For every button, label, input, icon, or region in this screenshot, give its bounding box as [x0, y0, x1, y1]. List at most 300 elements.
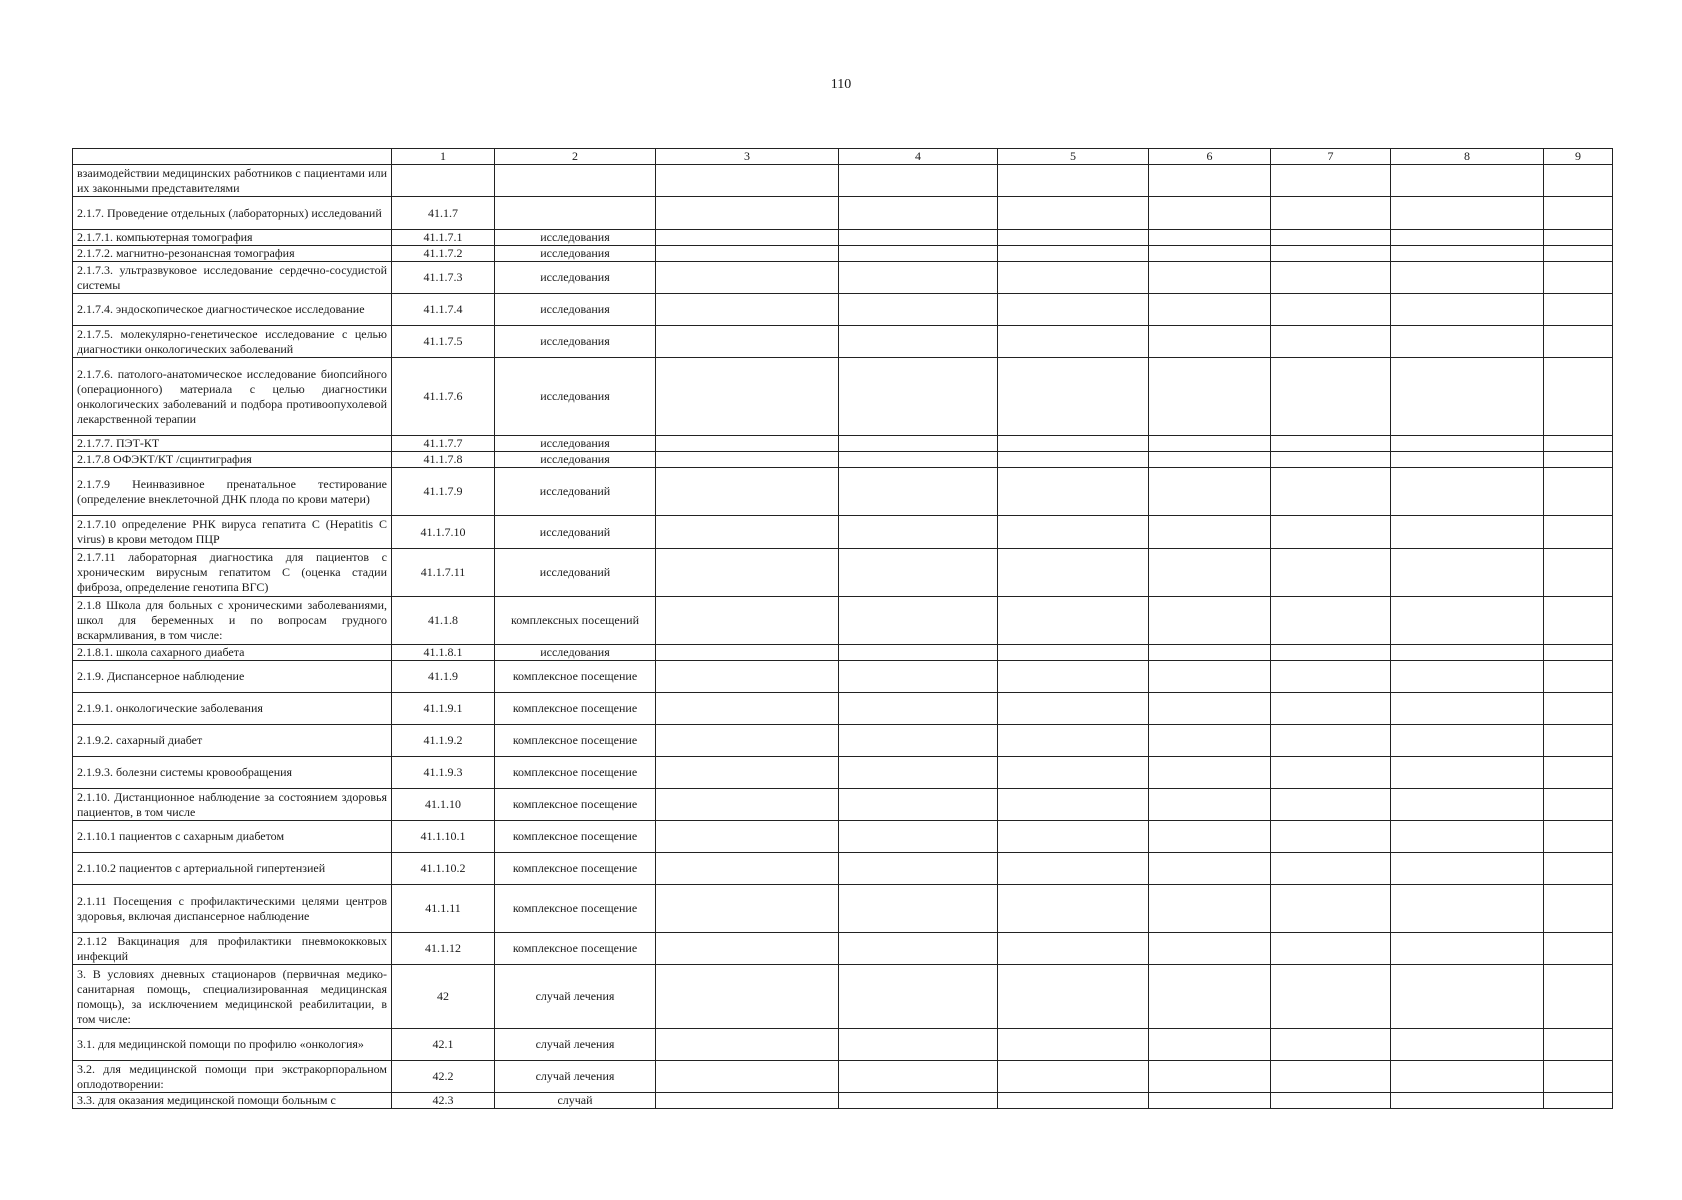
row-value-cell: [1271, 326, 1391, 358]
row-value-cell: [656, 262, 839, 294]
row-value-cell: [1544, 885, 1613, 933]
row-value-cell: [998, 326, 1149, 358]
row-unit-cell: исследований: [495, 549, 656, 597]
row-name-cell: 2.1.7.10 определение РНК вируса гепатита С (Hepatitis С virus) в крови методом ПЦР: [73, 516, 392, 549]
row-name-cell: 2.1.7. Проведение отдельных (лабораторных) исследований: [73, 197, 392, 230]
row-value-cell: [1271, 661, 1391, 693]
row-value-cell: [656, 246, 839, 262]
row-value-cell: [839, 821, 998, 853]
row-code-cell: 41.1.7.6: [392, 358, 495, 436]
header-cell: [73, 149, 392, 165]
row-value-cell: [1149, 933, 1271, 965]
row-code-cell: 42.2: [392, 1061, 495, 1093]
row-value-cell: [1149, 1061, 1271, 1093]
row-code-cell: 41.1.7.7: [392, 436, 495, 452]
row-value-cell: [1391, 597, 1544, 645]
row-value-cell: [1271, 965, 1391, 1029]
row-unit-cell: исследования: [495, 436, 656, 452]
header-cell: 8: [1391, 149, 1544, 165]
row-value-cell: [656, 549, 839, 597]
row-value-cell: [1149, 645, 1271, 661]
row-value-cell: [1271, 246, 1391, 262]
row-name-cell: 3.2. для медицинской помощи при экстракорпоральном оплодотворении:: [73, 1061, 392, 1093]
row-value-cell: [1391, 933, 1544, 965]
row-unit-cell: комплексное посещение: [495, 693, 656, 725]
row-value-cell: [1149, 965, 1271, 1029]
row-value-cell: [1271, 452, 1391, 468]
table-row: [73, 661, 1613, 693]
row-value-cell: [998, 693, 1149, 725]
row-value-cell: [1391, 885, 1544, 933]
row-value-cell: [656, 1029, 839, 1061]
row-value-cell: [1391, 1061, 1544, 1093]
row-value-cell: [1391, 452, 1544, 468]
row-value-cell: [1544, 757, 1613, 789]
row-name-cell: 2.1.9.2. сахарный диабет: [73, 725, 392, 757]
row-value-cell: [1149, 294, 1271, 326]
row-value-cell: [1544, 1061, 1613, 1093]
row-unit-cell: [495, 197, 656, 230]
row-value-cell: [656, 294, 839, 326]
table-header-row: [73, 149, 1613, 165]
row-value-cell: [839, 1061, 998, 1093]
row-value-cell: [1544, 853, 1613, 885]
row-value-cell: [839, 246, 998, 262]
row-value-cell: [1271, 693, 1391, 725]
row-value-cell: [839, 645, 998, 661]
row-value-cell: [1391, 661, 1544, 693]
row-value-cell: [1544, 197, 1613, 230]
row-name-cell: 2.1.10. Дистанционное наблюдение за состоянием здоровья пациентов, в том числе: [73, 789, 392, 821]
data-table: [72, 148, 1613, 1109]
row-value-cell: [656, 965, 839, 1029]
table-row: [73, 326, 1613, 358]
row-value-cell: [656, 1093, 839, 1109]
table-row: [73, 1093, 1613, 1109]
row-value-cell: [1149, 165, 1271, 197]
row-value-cell: [839, 853, 998, 885]
row-value-cell: [1149, 262, 1271, 294]
row-value-cell: [1544, 693, 1613, 725]
row-code-cell: 41.1.9.1: [392, 693, 495, 725]
row-code-cell: 41.1.10.1: [392, 821, 495, 853]
row-value-cell: [1271, 294, 1391, 326]
table-row: [73, 468, 1613, 516]
row-code-cell: 41.1.10: [392, 789, 495, 821]
header-cell: 3: [656, 149, 839, 165]
row-code-cell: 41.1.9.2: [392, 725, 495, 757]
row-code-cell: 41.1.7.1: [392, 230, 495, 246]
row-value-cell: [656, 661, 839, 693]
row-code-cell: 41.1.7.8: [392, 452, 495, 468]
row-value-cell: [656, 468, 839, 516]
row-value-cell: [1391, 693, 1544, 725]
row-code-cell: 41.1.7.10: [392, 516, 495, 549]
table-row: [73, 645, 1613, 661]
table-row: [73, 757, 1613, 789]
row-value-cell: [1271, 516, 1391, 549]
row-code-cell: 41.1.7: [392, 197, 495, 230]
table-row: [73, 1029, 1613, 1061]
row-value-cell: [1271, 885, 1391, 933]
row-unit-cell: исследования: [495, 262, 656, 294]
row-value-cell: [656, 885, 839, 933]
row-value-cell: [1544, 645, 1613, 661]
row-value-cell: [839, 1093, 998, 1109]
row-value-cell: [1271, 645, 1391, 661]
row-value-cell: [1391, 197, 1544, 230]
table-row: [73, 789, 1613, 821]
row-value-cell: [1544, 326, 1613, 358]
row-value-cell: [839, 294, 998, 326]
row-unit-cell: комплексное посещение: [495, 725, 656, 757]
row-value-cell: [1149, 661, 1271, 693]
header-cell: 6: [1149, 149, 1271, 165]
row-value-cell: [1544, 933, 1613, 965]
row-value-cell: [1391, 436, 1544, 452]
row-value-cell: [839, 197, 998, 230]
row-code-cell: 41.1.7.11: [392, 549, 495, 597]
row-name-cell: 2.1.8 Школа для больных с хроническими заболеваниями, школ для беременных и по вопросам грудного вскармливания, в том числе:: [73, 597, 392, 645]
row-value-cell: [839, 597, 998, 645]
row-value-cell: [1544, 1093, 1613, 1109]
row-unit-cell: исследования: [495, 326, 656, 358]
row-value-cell: [1544, 165, 1613, 197]
row-value-cell: [1271, 262, 1391, 294]
row-value-cell: [998, 965, 1149, 1029]
row-value-cell: [1391, 358, 1544, 436]
row-name-cell: 2.1.9. Диспансерное наблюдение: [73, 661, 392, 693]
row-value-cell: [839, 933, 998, 965]
row-value-cell: [1149, 452, 1271, 468]
row-value-cell: [1149, 516, 1271, 549]
row-value-cell: [998, 294, 1149, 326]
row-value-cell: [1149, 358, 1271, 436]
row-value-cell: [1271, 789, 1391, 821]
row-value-cell: [656, 789, 839, 821]
row-code-cell: 41.1.10.2: [392, 853, 495, 885]
row-value-cell: [656, 693, 839, 725]
header-cell: 5: [998, 149, 1149, 165]
row-value-cell: [839, 885, 998, 933]
row-value-cell: [839, 468, 998, 516]
table-row: [73, 597, 1613, 645]
row-value-cell: [998, 549, 1149, 597]
row-value-cell: [839, 516, 998, 549]
row-value-cell: [1149, 853, 1271, 885]
row-value-cell: [1391, 1093, 1544, 1109]
row-value-cell: [1149, 1029, 1271, 1061]
row-unit-cell: комплексное посещение: [495, 661, 656, 693]
row-value-cell: [656, 516, 839, 549]
row-value-cell: [1271, 230, 1391, 246]
row-value-cell: [998, 358, 1149, 436]
row-value-cell: [1271, 197, 1391, 230]
row-value-cell: [839, 230, 998, 246]
row-unit-cell: случай лечения: [495, 965, 656, 1029]
row-value-cell: [1149, 789, 1271, 821]
row-value-cell: [1544, 549, 1613, 597]
row-value-cell: [998, 197, 1149, 230]
row-code-cell: [392, 165, 495, 197]
row-value-cell: [1149, 197, 1271, 230]
row-value-cell: [998, 885, 1149, 933]
row-value-cell: [839, 452, 998, 468]
row-code-cell: 41.1.7.9: [392, 468, 495, 516]
row-value-cell: [656, 358, 839, 436]
row-value-cell: [998, 645, 1149, 661]
row-value-cell: [1391, 757, 1544, 789]
row-unit-cell: исследования: [495, 645, 656, 661]
row-value-cell: [839, 326, 998, 358]
row-value-cell: [1271, 597, 1391, 645]
row-value-cell: [656, 452, 839, 468]
row-unit-cell: комплексное посещение: [495, 853, 656, 885]
table-row: [73, 262, 1613, 294]
header-cell: 7: [1271, 149, 1391, 165]
row-value-cell: [998, 821, 1149, 853]
row-code-cell: 41.1.8.1: [392, 645, 495, 661]
row-name-cell: 2.1.7.9 Неинвазивное пренатальное тестирование (определение внеклеточной ДНК плода по крови матери): [73, 468, 392, 516]
row-value-cell: [1149, 821, 1271, 853]
row-unit-cell: исследований: [495, 516, 656, 549]
row-value-cell: [1391, 230, 1544, 246]
row-value-cell: [1544, 262, 1613, 294]
header-cell: 1: [392, 149, 495, 165]
row-unit-cell: комплексное посещение: [495, 789, 656, 821]
row-value-cell: [1391, 645, 1544, 661]
row-unit-cell: [495, 165, 656, 197]
row-value-cell: [1149, 230, 1271, 246]
row-value-cell: [998, 262, 1149, 294]
row-unit-cell: случай лечения: [495, 1029, 656, 1061]
row-value-cell: [1544, 789, 1613, 821]
row-value-cell: [1271, 165, 1391, 197]
row-value-cell: [656, 821, 839, 853]
row-code-cell: 42.3: [392, 1093, 495, 1109]
row-unit-cell: комплексное посещение: [495, 757, 656, 789]
row-unit-cell: комплексное посещение: [495, 821, 656, 853]
row-name-cell: 2.1.10.2 пациентов с артериальной гипертензией: [73, 853, 392, 885]
row-unit-cell: случай лечения: [495, 1061, 656, 1093]
row-value-cell: [998, 1061, 1149, 1093]
row-value-cell: [839, 549, 998, 597]
row-value-cell: [1544, 230, 1613, 246]
row-value-cell: [998, 165, 1149, 197]
row-value-cell: [1149, 885, 1271, 933]
table-row: [73, 821, 1613, 853]
row-unit-cell: исследования: [495, 358, 656, 436]
row-value-cell: [1149, 326, 1271, 358]
row-name-cell: 2.1.12 Вакцинация для профилактики пневмококковых инфекций: [73, 933, 392, 965]
row-value-cell: [998, 1093, 1149, 1109]
row-value-cell: [1149, 597, 1271, 645]
row-value-cell: [1391, 821, 1544, 853]
row-value-cell: [1391, 853, 1544, 885]
row-value-cell: [998, 757, 1149, 789]
row-value-cell: [998, 789, 1149, 821]
row-unit-cell: комплексных посещений: [495, 597, 656, 645]
row-value-cell: [656, 645, 839, 661]
table-row: [73, 965, 1613, 1029]
row-value-cell: [839, 693, 998, 725]
row-code-cell: 41.1.7.4: [392, 294, 495, 326]
row-value-cell: [1149, 436, 1271, 452]
row-code-cell: 41.1.8: [392, 597, 495, 645]
row-value-cell: [1391, 789, 1544, 821]
table-row: [73, 549, 1613, 597]
row-code-cell: 42.1: [392, 1029, 495, 1061]
data-table-container: [72, 148, 1612, 1109]
row-value-cell: [1391, 262, 1544, 294]
row-value-cell: [1391, 294, 1544, 326]
row-value-cell: [1149, 1093, 1271, 1109]
table-row: [73, 516, 1613, 549]
row-name-cell: 2.1.9.1. онкологические заболевания: [73, 693, 392, 725]
row-value-cell: [1149, 757, 1271, 789]
row-value-cell: [998, 436, 1149, 452]
row-value-cell: [1544, 516, 1613, 549]
row-value-cell: [998, 246, 1149, 262]
row-value-cell: [1149, 549, 1271, 597]
row-value-cell: [656, 853, 839, 885]
row-unit-cell: исследования: [495, 294, 656, 326]
row-value-cell: [656, 165, 839, 197]
row-code-cell: 42: [392, 965, 495, 1029]
page-number: 110: [830, 77, 852, 92]
table-row: [73, 197, 1613, 230]
table-row: [73, 933, 1613, 965]
row-value-cell: [656, 597, 839, 645]
row-name-cell: 2.1.7.6. патолого-анатомическое исследование биопсийного (операционного) материала с целью диагностики онкологических заболеваний и подбора противоопухолевой лекарственной терапии: [73, 358, 392, 436]
table-row: [73, 885, 1613, 933]
row-value-cell: [656, 326, 839, 358]
row-value-cell: [1149, 725, 1271, 757]
row-value-cell: [1391, 246, 1544, 262]
header-cell: 4: [839, 149, 998, 165]
row-value-cell: [1544, 246, 1613, 262]
table-row: [73, 436, 1613, 452]
row-value-cell: [1271, 1061, 1391, 1093]
row-value-cell: [656, 1061, 839, 1093]
row-value-cell: [998, 661, 1149, 693]
row-unit-cell: исследования: [495, 230, 656, 246]
row-name-cell: взаимодействии медицинских работников с пациентами или их законными представителями: [73, 165, 392, 197]
table-row: [73, 725, 1613, 757]
table-row: [73, 294, 1613, 326]
row-value-cell: [1544, 468, 1613, 516]
row-value-cell: [998, 933, 1149, 965]
row-unit-cell: исследования: [495, 246, 656, 262]
row-value-cell: [1544, 725, 1613, 757]
row-value-cell: [656, 197, 839, 230]
row-value-cell: [1271, 1029, 1391, 1061]
row-name-cell: 3.3. для оказания медицинской помощи больным с: [73, 1093, 392, 1109]
row-code-cell: 41.1.11: [392, 885, 495, 933]
row-value-cell: [656, 757, 839, 789]
row-value-cell: [1544, 965, 1613, 1029]
row-name-cell: 2.1.8.1. школа сахарного диабета: [73, 645, 392, 661]
row-value-cell: [1271, 358, 1391, 436]
row-code-cell: 41.1.12: [392, 933, 495, 965]
row-code-cell: 41.1.9.3: [392, 757, 495, 789]
header-cell: 2: [495, 149, 656, 165]
row-value-cell: [1271, 853, 1391, 885]
row-value-cell: [1149, 246, 1271, 262]
row-unit-cell: исследований: [495, 468, 656, 516]
row-value-cell: [656, 933, 839, 965]
table-row: [73, 165, 1613, 197]
row-value-cell: [839, 436, 998, 452]
row-name-cell: 3. В условиях дневных стационаров (первичная медико-санитарная помощь, специализированная медицинская помощь), за исключением медицинской реабилитации, в том числе:: [73, 965, 392, 1029]
row-value-cell: [1391, 326, 1544, 358]
row-code-cell: 41.1.9: [392, 661, 495, 693]
row-value-cell: [1271, 549, 1391, 597]
row-value-cell: [839, 789, 998, 821]
row-value-cell: [656, 230, 839, 246]
row-name-cell: 2.1.7.7. ПЭТ-КТ: [73, 436, 392, 452]
table-row: [73, 246, 1613, 262]
row-value-cell: [1391, 725, 1544, 757]
row-value-cell: [839, 757, 998, 789]
row-code-cell: 41.1.7.5: [392, 326, 495, 358]
row-value-cell: [1271, 821, 1391, 853]
row-name-cell: 2.1.9.3. болезни системы кровообращения: [73, 757, 392, 789]
header-cell: 9: [1544, 149, 1613, 165]
row-value-cell: [1149, 468, 1271, 516]
row-value-cell: [1544, 821, 1613, 853]
row-value-cell: [1271, 933, 1391, 965]
row-value-cell: [998, 725, 1149, 757]
table-row: [73, 230, 1613, 246]
row-value-cell: [1544, 358, 1613, 436]
row-value-cell: [998, 597, 1149, 645]
table-row: [73, 358, 1613, 436]
row-name-cell: 2.1.10.1 пациентов с сахарным диабетом: [73, 821, 392, 853]
table-row: [73, 853, 1613, 885]
row-name-cell: 2.1.7.5. молекулярно-генетическое исследование с целью диагностики онкологических заболеваний: [73, 326, 392, 358]
row-unit-cell: случай: [495, 1093, 656, 1109]
row-value-cell: [839, 358, 998, 436]
row-name-cell: 2.1.7.1. компьютерная томография: [73, 230, 392, 246]
table-row: [73, 1061, 1613, 1093]
row-value-cell: [839, 965, 998, 1029]
row-value-cell: [998, 853, 1149, 885]
row-value-cell: [998, 452, 1149, 468]
row-value-cell: [1544, 452, 1613, 468]
row-name-cell: 2.1.7.3. ультразвуковое исследование сердечно-сосудистой системы: [73, 262, 392, 294]
row-value-cell: [1544, 661, 1613, 693]
row-unit-cell: комплексное посещение: [495, 933, 656, 965]
row-value-cell: [998, 230, 1149, 246]
row-value-cell: [1391, 549, 1544, 597]
row-value-cell: [1271, 468, 1391, 516]
row-value-cell: [656, 725, 839, 757]
row-name-cell: 2.1.7.4. эндоскопическое диагностическое исследование: [73, 294, 392, 326]
row-name-cell: 2.1.7.11 лабораторная диагностика для пациентов с хроническим вирусным гепатитом С (оценка стадии фиброза, определение генотипа ВГС): [73, 549, 392, 597]
row-value-cell: [998, 468, 1149, 516]
row-value-cell: [1544, 1029, 1613, 1061]
row-value-cell: [1544, 436, 1613, 452]
row-value-cell: [1391, 468, 1544, 516]
row-unit-cell: комплексное посещение: [495, 885, 656, 933]
row-value-cell: [1391, 1029, 1544, 1061]
row-unit-cell: исследования: [495, 452, 656, 468]
row-value-cell: [1544, 597, 1613, 645]
row-value-cell: [1271, 436, 1391, 452]
table-row: [73, 693, 1613, 725]
row-value-cell: [1271, 757, 1391, 789]
